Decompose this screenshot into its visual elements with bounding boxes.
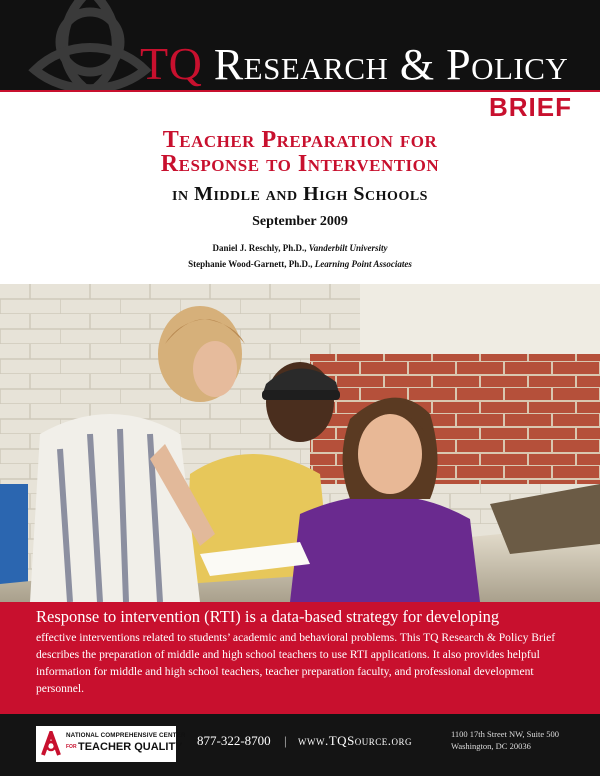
address-line1: 1100 17th Street NW, Suite 500	[451, 729, 559, 739]
logo-text-line1: NATIONAL COMPREHENSIVE CENTER	[66, 732, 186, 739]
author-list	[0, 240, 600, 272]
series-title-rest: Research & Policy	[213, 40, 569, 89]
ncctq-logo[interactable]	[36, 726, 186, 762]
ncctq-mark-icon	[40, 731, 62, 757]
publication-date: September 2009	[252, 214, 348, 229]
author-2	[0, 256, 600, 272]
author-1-name: Daniel J. Reschly, Ph.D.,	[212, 243, 309, 253]
brief-label: BRIEF	[489, 92, 572, 122]
author-2-name: Stephanie Wood-Garnett, Ph.D.,	[188, 259, 315, 269]
author-1	[0, 240, 600, 256]
website-link[interactable]: www.TQSource.org	[298, 733, 413, 748]
summary-lead: Response to intervention (RTI) is a data-based strategy for developing	[36, 607, 500, 626]
document-title	[0, 128, 600, 176]
footer	[0, 714, 600, 776]
summary-band	[0, 602, 600, 714]
series-title	[140, 40, 568, 89]
author-1-affiliation: Vanderbilt University	[308, 243, 388, 253]
series-title-tq: TQ	[140, 38, 203, 89]
document-subtitle: in Middle and High Schools	[172, 183, 428, 205]
author-2-affiliation: Learning Point Associates	[314, 259, 412, 269]
document-title-line2: Response to Intervention	[160, 151, 440, 177]
address-line2: Washington, DC 20036	[451, 741, 531, 751]
mailing-address	[451, 728, 559, 752]
classroom-photo	[0, 284, 600, 602]
masthead	[0, 0, 600, 90]
summary-body: effective interventions related to students’ academic and behavioral problems. This TQ Research & Policy Brief describes the preparation of middle and high school teachers to use RTI applications. It also provides helpful information for middle and high school teachers, teacher preparation faculty, and professional development personnel.	[36, 631, 556, 695]
footer-separator: |	[284, 733, 287, 748]
logo-text-for: FOR	[66, 744, 77, 750]
classroom-illustration	[0, 284, 600, 602]
document-title-line1: Teacher Preparation for	[162, 127, 438, 153]
logo-text-line2: TEACHER QUALITY	[78, 741, 183, 753]
phone-number[interactable]: 877-322-8700	[197, 733, 271, 748]
